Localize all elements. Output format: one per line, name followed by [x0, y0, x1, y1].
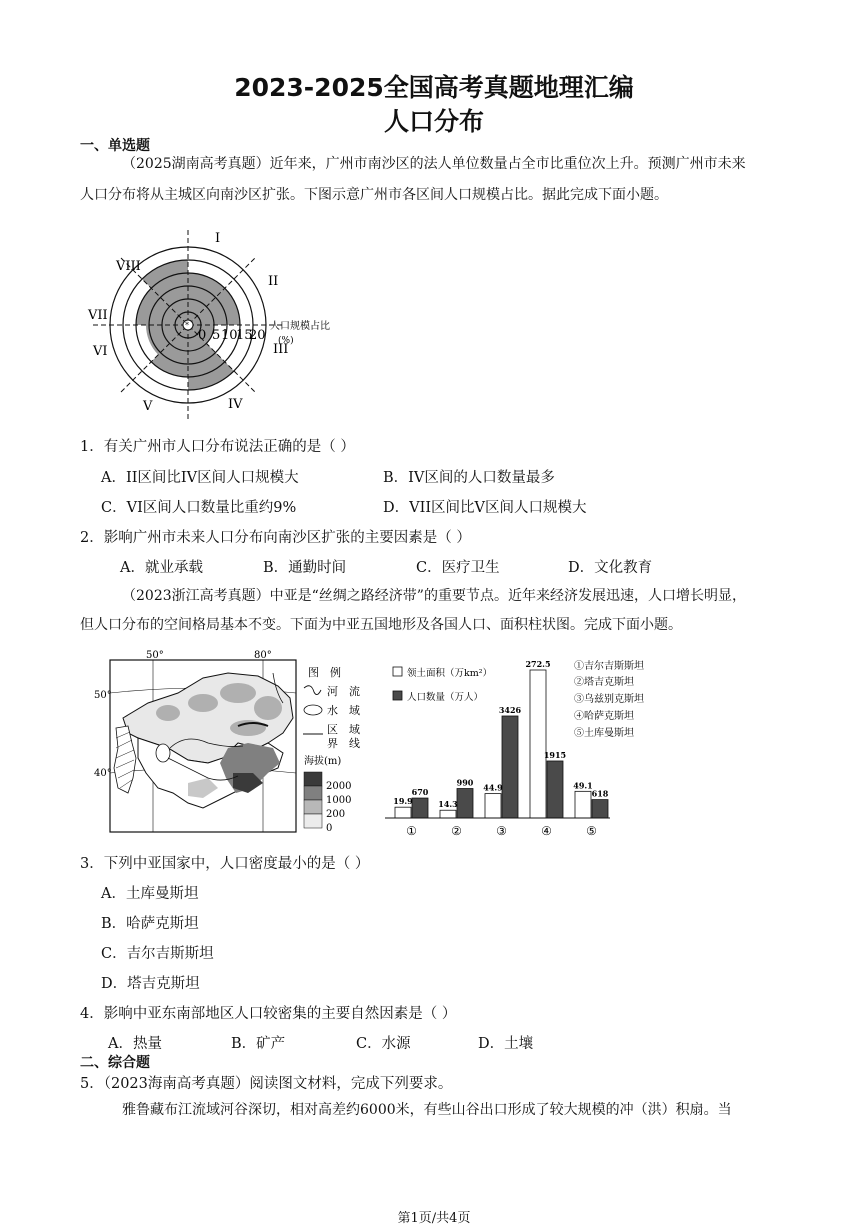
- map-legend-border-2: 界 线: [327, 737, 360, 750]
- map-lat-50: 50°: [94, 690, 112, 701]
- category-label-1: ①: [406, 824, 417, 838]
- scale-tick-5: 5: [212, 328, 221, 343]
- bar-area-5: [575, 791, 591, 818]
- bar-population-4: [547, 761, 563, 818]
- bar-population-2: [457, 789, 473, 818]
- bar-label-area-4: 272.5: [525, 659, 551, 669]
- doc-title: 2023-2025全国高考真题地理汇编: [234, 73, 634, 102]
- bar-area-1: [395, 807, 411, 818]
- passage-3-line-1: 雅鲁藏布江流域河谷深切，相对高差约6000米，有些山谷出口形成了较大规模的冲（洪）积扇。当: [122, 1102, 732, 1118]
- bar-label-population-3: 3426: [498, 705, 522, 715]
- map-lon-50: 50°: [146, 650, 164, 661]
- bar-label-area-1: 19.9: [393, 796, 413, 807]
- bar-area-2: [440, 810, 456, 818]
- legend-swatch-population: [393, 691, 402, 700]
- question-3-option-a[interactable]: A．土库曼斯坦: [101, 886, 199, 902]
- svg-text:*: *: [185, 321, 189, 330]
- question-1: 1．有关广州市人口分布说法正确的是（ ）: [80, 439, 355, 455]
- country-legend-4: ④哈萨克斯坦: [574, 711, 634, 722]
- bar-area-3: [485, 794, 501, 818]
- polar-population-figure: [80, 222, 380, 422]
- scale-tick-10: 10: [221, 328, 238, 343]
- section-heading-single-choice: 一、单选题: [80, 138, 150, 154]
- map-elev-1000: 1000: [326, 795, 352, 806]
- elev-swatch-2000: [304, 772, 322, 786]
- bar-population-3: [502, 716, 518, 818]
- question-3: 3．下列中亚国家中，人口密度最小的是（ ）: [80, 856, 370, 872]
- scale-tick-15: 15: [236, 328, 253, 343]
- bar-label-population-4: 1915: [543, 749, 567, 760]
- central-asia-terrain-map: [94, 648, 376, 838]
- question-2-option-a[interactable]: A．就业承载: [120, 560, 203, 576]
- question-5: 5．（2023海南高考真题）阅读图文材料，完成下列要求。: [80, 1076, 453, 1092]
- passage-1-line-2: 人口分布将从主城区向南沙区扩张。下图示意广州市各区间人口规模占比。据此完成下面小题。: [80, 187, 668, 203]
- question-2-option-d[interactable]: D．文化教育: [568, 560, 653, 576]
- map-elev-200: 200: [326, 809, 346, 820]
- country-legend-3: ③乌兹别克斯坦: [574, 694, 644, 705]
- legend-swatch-area: [393, 667, 402, 676]
- scale-tick-0: 0: [198, 328, 207, 343]
- sector-label-VIII: VIII: [116, 259, 141, 274]
- page-footer: 第1页/共4页: [397, 1211, 471, 1226]
- question-1-option-b[interactable]: B．IV区间的人口数量最多: [383, 470, 555, 486]
- map-elev-0: 0: [326, 823, 333, 834]
- question-4-option-d[interactable]: D．土壤: [478, 1036, 534, 1052]
- passage-2-line-2: 但人口分布的空间格局基本不变。下面为中亚五国地形及各国人口、面积柱状图。完成下面小题。: [80, 617, 682, 633]
- category-label-5: ⑤: [586, 824, 597, 838]
- sector-label-VI: VI: [93, 344, 108, 359]
- bar-label-population-5: 618: [591, 788, 609, 799]
- sector-label-III: III: [273, 342, 289, 357]
- category-label-4: ④: [541, 824, 552, 838]
- map-legend-title: 图 例: [308, 666, 341, 679]
- bar-label-area-5: 49.1: [573, 780, 593, 791]
- map-elev-2000: 2000: [326, 781, 352, 792]
- bar-label-area-2: 14.3: [438, 799, 458, 810]
- elev-swatch-200: [304, 800, 322, 814]
- legend-series-area: 领土面积（万km²）: [407, 668, 493, 679]
- sector-label-II: II: [268, 274, 279, 289]
- map-legend-border-1: 区 域: [327, 723, 360, 736]
- sector-label-V: V: [143, 399, 153, 414]
- sector-label-IV: IV: [228, 397, 243, 412]
- elev-swatch-0: [304, 814, 322, 828]
- question-1-option-a[interactable]: A．II区间比IV区间人口规模大: [101, 470, 299, 486]
- map-legend-water: 水 域: [327, 704, 360, 717]
- category-label-3: ③: [496, 824, 507, 838]
- bar-label-area-3: 44.9: [483, 782, 503, 793]
- question-2-option-c[interactable]: C．医疗卫生: [416, 560, 500, 576]
- passage-2-line-1: （2023浙江高考真题）中亚是“丝绸之路经济带”的重要节点。近年来经济发展迅速，人口增长明显，: [122, 588, 746, 604]
- scale-tick-20: 20: [249, 328, 266, 343]
- legend-series-population: 人口数量（万人）: [407, 692, 484, 703]
- category-label-2: ②: [451, 824, 462, 838]
- scale-unit: (%): [278, 336, 294, 346]
- country-legend-5: ⑤土库曼斯坦: [574, 728, 634, 739]
- bar-population-1: [412, 798, 428, 818]
- question-3-option-b[interactable]: B．哈萨克斯坦: [101, 916, 199, 932]
- country-legend-1: ①吉尔吉斯斯坦: [574, 661, 644, 672]
- question-1-option-d[interactable]: D．VII区间比V区间人口规模大: [383, 500, 587, 516]
- question-4-option-a[interactable]: A．热量: [108, 1036, 162, 1052]
- legend-water-symbol: [304, 705, 322, 715]
- bar-label-population-2: 990: [456, 777, 474, 788]
- scale-label: 人口规模占比: [270, 321, 330, 332]
- map-legend-river: 河 流: [327, 685, 360, 698]
- bar-population-5: [592, 800, 608, 818]
- question-4: 4．影响中亚东南部地区人口较密集的主要自然因素是（ ）: [80, 1006, 457, 1022]
- question-2: 2．影响广州市未来人口分布向南沙区扩张的主要因素是（ ）: [80, 530, 471, 546]
- question-3-option-d[interactable]: D．塔吉克斯坦: [101, 976, 200, 992]
- question-1-option-c[interactable]: C．VI区间人口数量比重约9%: [101, 500, 297, 516]
- sector-label-I: I: [215, 231, 221, 246]
- section-heading-comprehensive: 二、综合题: [80, 1055, 150, 1071]
- question-4-option-c[interactable]: C．水源: [356, 1036, 411, 1052]
- passage-1-line-1: （2025湖南高考真题）近年来，广州市南沙区的法人单位数量占全市比重位次上升。预测广州市未来: [122, 156, 746, 172]
- map-lat-40: 40°: [94, 768, 112, 779]
- map-lon-80: 80°: [254, 650, 272, 661]
- doc-subtitle: 人口分布: [383, 107, 484, 136]
- map-elev-title: 海拔(m): [304, 756, 342, 767]
- bar-label-population-1: 670: [411, 787, 429, 798]
- sector-label-VII: VII: [88, 308, 108, 323]
- central-asia-bar-chart: [385, 655, 675, 840]
- country-legend-2: ②塔吉克斯坦: [574, 677, 634, 688]
- bar-area-4: [530, 670, 546, 818]
- question-4-option-b[interactable]: B．矿产: [231, 1036, 286, 1052]
- question-3-option-c[interactable]: C．吉尔吉斯斯坦: [101, 946, 214, 962]
- legend-river-symbol: [304, 686, 321, 695]
- aral-sea: [156, 744, 170, 762]
- elev-swatch-1000: [304, 786, 322, 800]
- question-2-option-b[interactable]: B．通勤时间: [263, 560, 347, 576]
